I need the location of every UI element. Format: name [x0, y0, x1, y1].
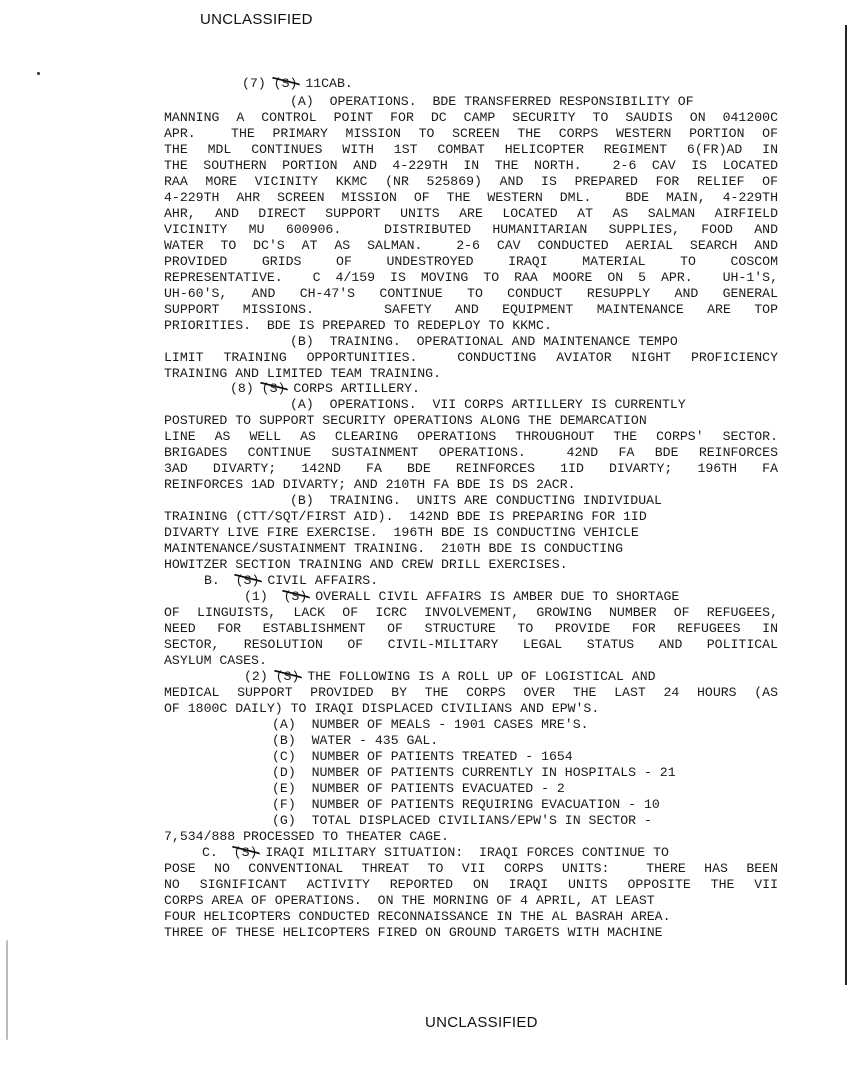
line-paragraph-start: (B) TRAINING. OPERATIONAL AND MAINTENANCE TEMPO — [290, 334, 678, 349]
top-classification-marking: UNCLASSIFIED — [200, 11, 313, 28]
line-heading-corps-artillery: (8) (S) CORPS ARTILLERY. — [230, 381, 420, 396]
line: SECTOR, RESOLUTION OF CIVIL-MILITARY LEGAL STATUS AND POLITICAL — [164, 637, 778, 652]
line: SUPPORT MISSIONS. SAFETY AND EQUIPMENT MAINTENANCE ARE TOP — [164, 302, 778, 317]
line: AHR, AND DIRECT SUPPORT UNITS ARE LOCATED AT AS SALMAN AIRFIELD — [164, 206, 778, 221]
line: NEED FOR ESTABLISHMENT OF STRUCTURE TO PROVIDE FOR REFUGEES IN — [164, 621, 778, 636]
line: UH-60'S, AND CH-47'S CONTINUE TO CONDUCT RESUPPLY AND GENERAL — [164, 286, 778, 301]
line: TRAINING AND LIMITED TEAM TRAINING. — [164, 366, 441, 381]
line: POSTURED TO SUPPORT SECURITY OPERATIONS ALONG THE DEMARCATION — [164, 413, 647, 428]
line: THE SOUTHERN PORTION AND 4-229TH IN THE NORTH. 2-6 CAV IS LOCATED — [164, 158, 778, 173]
line-heading-civil-affairs: B. (S) CIVIL AFFAIRS. — [204, 573, 379, 588]
line: 3AD DIVARTY; 142ND FA BDE REINFORCES 1ID DIVARTY; 196TH FA — [164, 461, 778, 476]
scan-edge-shadow — [6, 940, 8, 1040]
line: FOUR HELICOPTERS CONDUCTED RECONNAISSANCE IN THE AL BASRAH AREA. — [164, 909, 671, 924]
line: APR. THE PRIMARY MISSION TO SCREEN THE CORPS WESTERN PORTION OF — [164, 126, 778, 141]
line: DIVARTY LIVE FIRE EXERCISE. 196TH BDE IS CONDUCTING VEHICLE — [164, 525, 639, 540]
line: POSE NO CONVENTIONAL THREAT TO VII CORPS UNITS: THERE HAS BEEN — [164, 861, 778, 876]
bottom-classification-marking: UNCLASSIFIED — [425, 1014, 538, 1031]
list-item: (G) TOTAL DISPLACED CIVILIANS/EPW'S IN SECTOR - — [272, 813, 652, 828]
line: LINE AS WELL AS CLEARING OPERATIONS THROUGHOUT THE CORPS' SECTOR. — [164, 429, 778, 444]
scan-edge-line — [845, 25, 847, 985]
list-item: (D) NUMBER OF PATIENTS CURRENTLY IN HOSPITALS - 21 — [272, 765, 676, 780]
redaction-strike-mark: (S) — [235, 573, 260, 588]
redaction-strike-mark: (S) — [275, 669, 300, 684]
line: CORPS AREA OF OPERATIONS. ON THE MORNING OF 4 APRIL, AT LEAST — [164, 893, 655, 908]
redaction-strike-mark: (S) — [283, 589, 308, 604]
redaction-strike-mark: (S) — [233, 845, 258, 860]
redaction-strike-mark: (S) — [273, 76, 298, 91]
redaction-strike-mark: (S) — [261, 381, 286, 396]
list-item: (E) NUMBER OF PATIENTS EVACUATED - 2 — [272, 781, 565, 796]
line-paragraph-start: (A) OPERATIONS. BDE TRANSFERRED RESPONSIBILITY OF — [290, 94, 694, 109]
line: HOWITZER SECTION TRAINING AND CREW DRILL EXERCISES. — [164, 557, 568, 572]
line: PRIORITIES. BDE IS PREPARED TO REDEPLOY TO KKMC. — [164, 318, 552, 333]
line: MANNING A CONTROL POINT FOR DC CAMP SECURITY TO SAUDIS ON 041200C — [164, 110, 778, 125]
line: VICINITY MU 600906. DISTRIBUTED HUMANITARIAN SUPPLIES, FOOD AND — [164, 222, 778, 237]
line: WATER TO DC'S AT AS SALMAN. 2-6 CAV CONDUCTED AERIAL SEARCH AND — [164, 238, 778, 253]
list-item: (A) NUMBER OF MEALS - 1901 CASES MRE'S. — [272, 717, 589, 732]
line: LIMIT TRAINING OPPORTUNITIES. CONDUCTING AVIATOR NIGHT PROFICIENCY — [164, 350, 778, 365]
line: 4-229TH AHR SCREEN MISSION OF THE WESTERN DML. BDE MAIN, 4-229TH — [164, 190, 778, 205]
line: MEDICAL SUPPORT PROVIDED BY THE CORPS OVER THE LAST 24 HOURS (AS — [164, 685, 778, 700]
line-paragraph-start: (B) TRAINING. UNITS ARE CONDUCTING INDIVIDUAL — [290, 493, 662, 508]
line: THREE OF THESE HELICOPTERS FIRED ON GROUND TARGETS WITH MACHINE — [164, 925, 663, 940]
line: MAINTENANCE/SUSTAINMENT TRAINING. 210TH BDE IS CONDUCTING — [164, 541, 623, 556]
list-item: (F) NUMBER OF PATIENTS REQUIRING EVACUATION - 10 — [272, 797, 660, 812]
list-item: (B) WATER - 435 GAL. — [272, 733, 439, 748]
line-heading-iraqi-military-situation: C. (S) IRAQI MILITARY SITUATION: IRAQI FORCES CONTINUE TO — [202, 845, 669, 860]
scan-speck — [37, 72, 40, 75]
line: THE MDL CONTINUES WITH 1ST COMBAT HELICOPTER REGIMENT 6(FR)AD IN — [164, 142, 778, 157]
line: TRAINING (CTT/SQT/FIRST AID). 142ND BDE IS PREPARING FOR 1ID — [164, 509, 647, 524]
line: 7,534/888 PROCESSED TO THEATER CAGE. — [164, 829, 449, 844]
line: ASYLUM CASES. — [164, 653, 267, 668]
line-heading-11cab: (7) (S) 11CAB. — [242, 76, 353, 91]
line: NO SIGNIFICANT ACTIVITY REPORTED ON IRAQI UNITS OPPOSITE THE VII — [164, 877, 778, 892]
line: BRIGADES CONTINUE SUSTAINMENT OPERATIONS. 42ND FA BDE REINFORCES — [164, 445, 778, 460]
line: PROVIDED GRIDS OF UNDESTROYED IRAQI MATERIAL TO COSCOM — [164, 254, 778, 269]
line: RAA MORE VICINITY KKMC (NR 525869) AND IS PREPARED FOR RELIEF OF — [164, 174, 778, 189]
line-paragraph-start: (2) (S) THE FOLLOWING IS A ROLL UP OF LOGISTICAL AND — [244, 669, 656, 684]
line: OF 1800C DAILY) TO IRAQI DISPLACED CIVILIANS AND EPW'S. — [164, 701, 600, 716]
line: REINFORCES 1AD DIVARTY; AND 210TH FA BDE IS DS 2ACR. — [164, 477, 576, 492]
line: REPRESENTATIVE. C 4/159 IS MOVING TO RAA MOORE ON 5 APR. UH-1'S, — [164, 270, 778, 285]
line-paragraph-start: (1) (S) OVERALL CIVIL AFFAIRS IS AMBER DUE TO SHORTAGE — [244, 589, 680, 604]
line-paragraph-start: (A) OPERATIONS. VII CORPS ARTILLERY IS CURRENTLY — [290, 397, 686, 412]
line: OF LINGUISTS, LACK OF ICRC INVOLVEMENT, GROWING NUMBER OF REFUGEES, — [164, 605, 778, 620]
list-item: (C) NUMBER OF PATIENTS TREATED - 1654 — [272, 749, 573, 764]
